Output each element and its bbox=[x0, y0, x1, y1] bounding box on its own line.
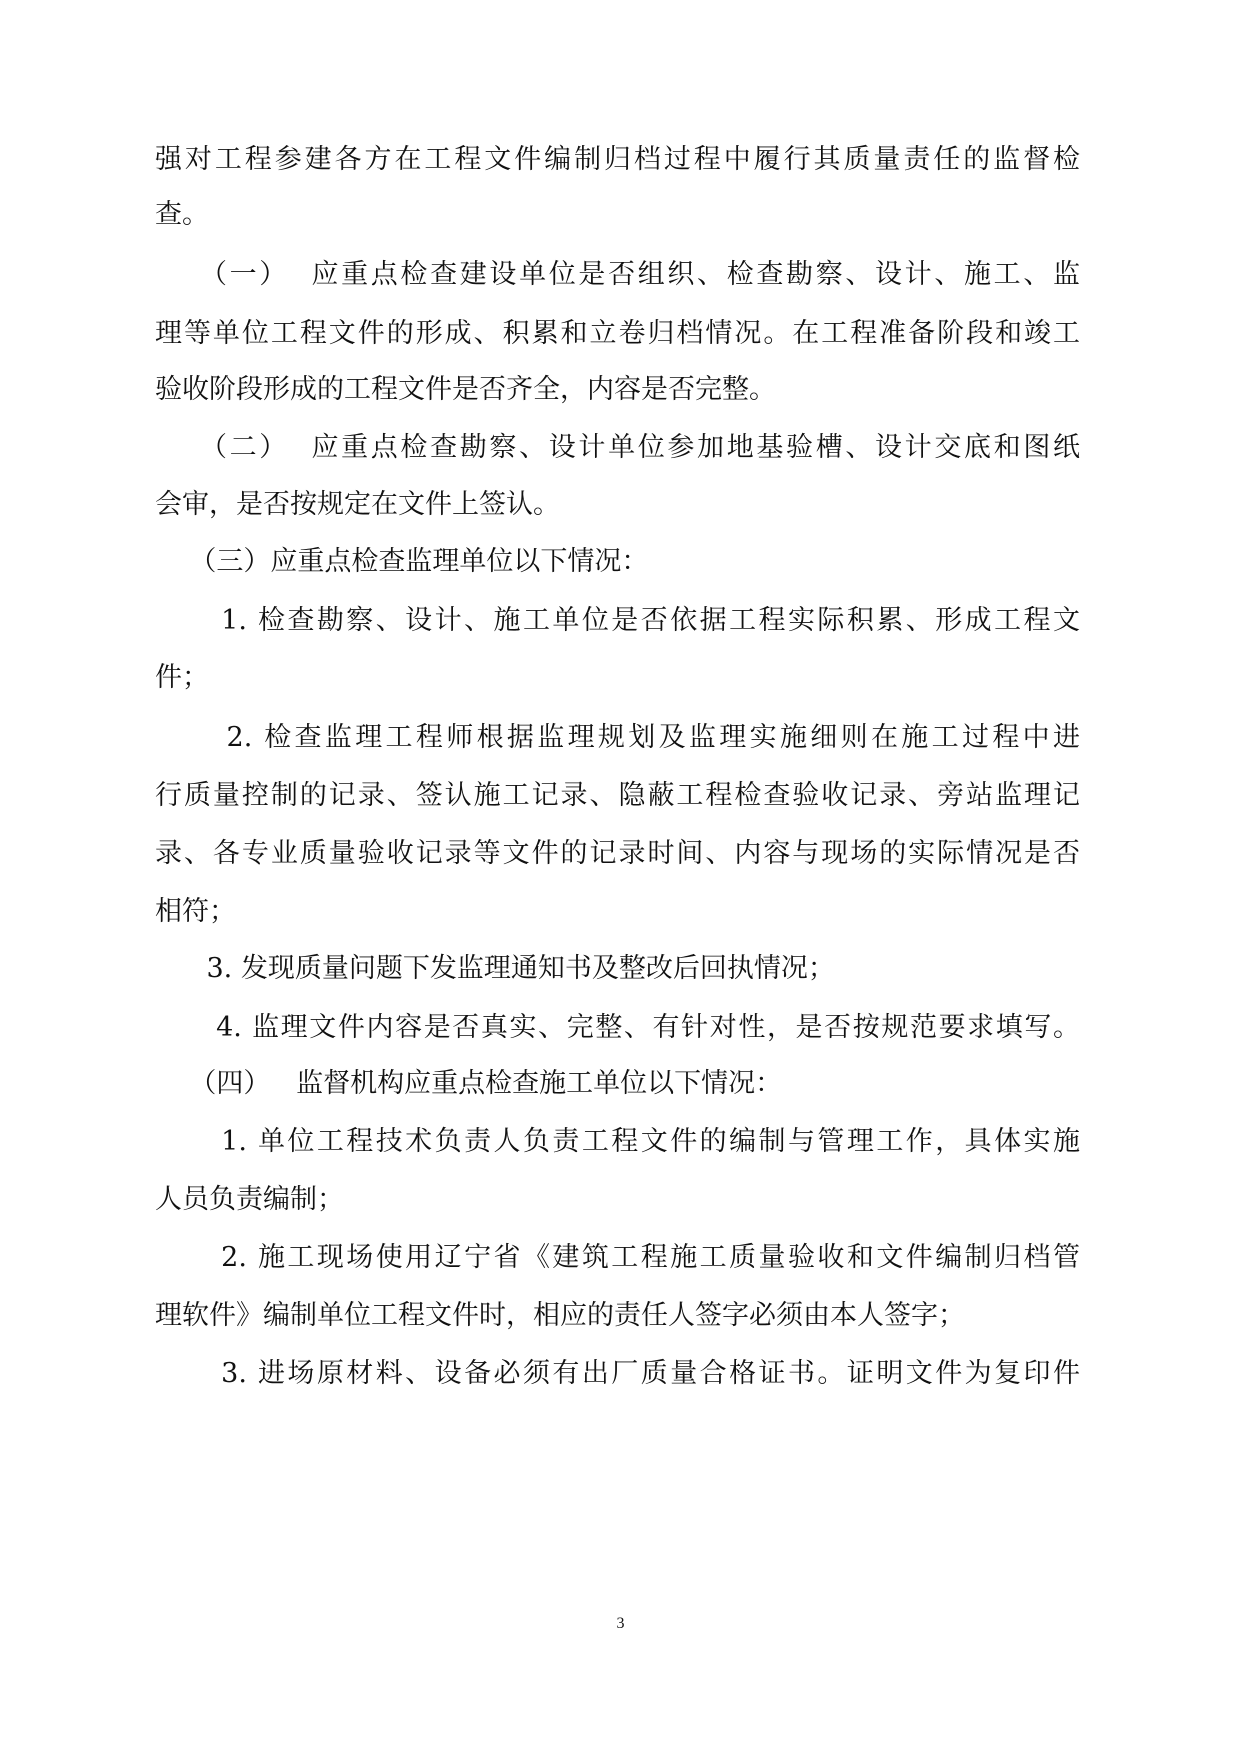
text-line: 人员负责编制； bbox=[155, 1184, 344, 1215]
page-number: 3 bbox=[616, 1615, 625, 1632]
text-line: 3. 发现质量问题下发监理通知书及整改后回执情况； bbox=[155, 953, 835, 984]
text-line: 会审，是否按规定在文件上签认。 bbox=[155, 489, 560, 520]
text-line: 4. 监理文件内容是否真实、完整、有针对性，是否按规范要求填写。 bbox=[155, 1012, 1080, 1043]
text-line: 理等单位工程文件的形成、积累和立卷归档情况。在工程准备阶段和竣工 bbox=[155, 318, 1080, 349]
text-line: 录、各专业质量验收记录等文件的记录时间、内容与现场的实际情况是否 bbox=[155, 838, 1080, 869]
text-line: 行质量控制的记录、签认施工记录、隐蔽工程检查验收记录、旁站监理记 bbox=[155, 780, 1080, 811]
text-line: （四） 监督机构应重点检查施工单位以下情况： bbox=[155, 1068, 783, 1099]
text-line: （三）应重点检查监理单位以下情况： bbox=[155, 546, 649, 577]
text-line: 理软件》编制单位工程文件时，相应的责任人签字必须由本人签字； bbox=[155, 1300, 965, 1331]
text-line: 2. 检查监理工程师根据监理规划及监理实施细则在施工过程中进 bbox=[155, 722, 1080, 753]
text-line: 强对工程参建各方在工程文件编制归档过程中履行其质量责任的监督检 bbox=[155, 144, 1080, 175]
text-line: （二） 应重点检查勘察、设计单位参加地基验槽、设计交底和图纸 bbox=[155, 432, 1080, 463]
text-line: 相符； bbox=[155, 896, 236, 927]
text-line: 查。 bbox=[155, 199, 209, 230]
text-line: 件； bbox=[155, 662, 209, 693]
text-line: 1. 单位工程技术负责人负责工程文件的编制与管理工作，具体实施 bbox=[155, 1126, 1080, 1157]
text-line: （一） 应重点检查建设单位是否组织、检查勘察、设计、施工、监 bbox=[155, 259, 1080, 290]
text-line: 验收阶段形成的工程文件是否齐全，内容是否完整。 bbox=[155, 374, 776, 405]
text-line: 3. 进场原材料、设备必须有出厂质量合格证书。证明文件为复印件 bbox=[155, 1358, 1080, 1389]
text-line: 2. 施工现场使用辽宁省《建筑工程施工质量验收和文件编制归档管 bbox=[155, 1242, 1080, 1273]
text-line: 1. 检查勘察、设计、施工单位是否依据工程实际积累、形成工程文 bbox=[155, 605, 1080, 636]
